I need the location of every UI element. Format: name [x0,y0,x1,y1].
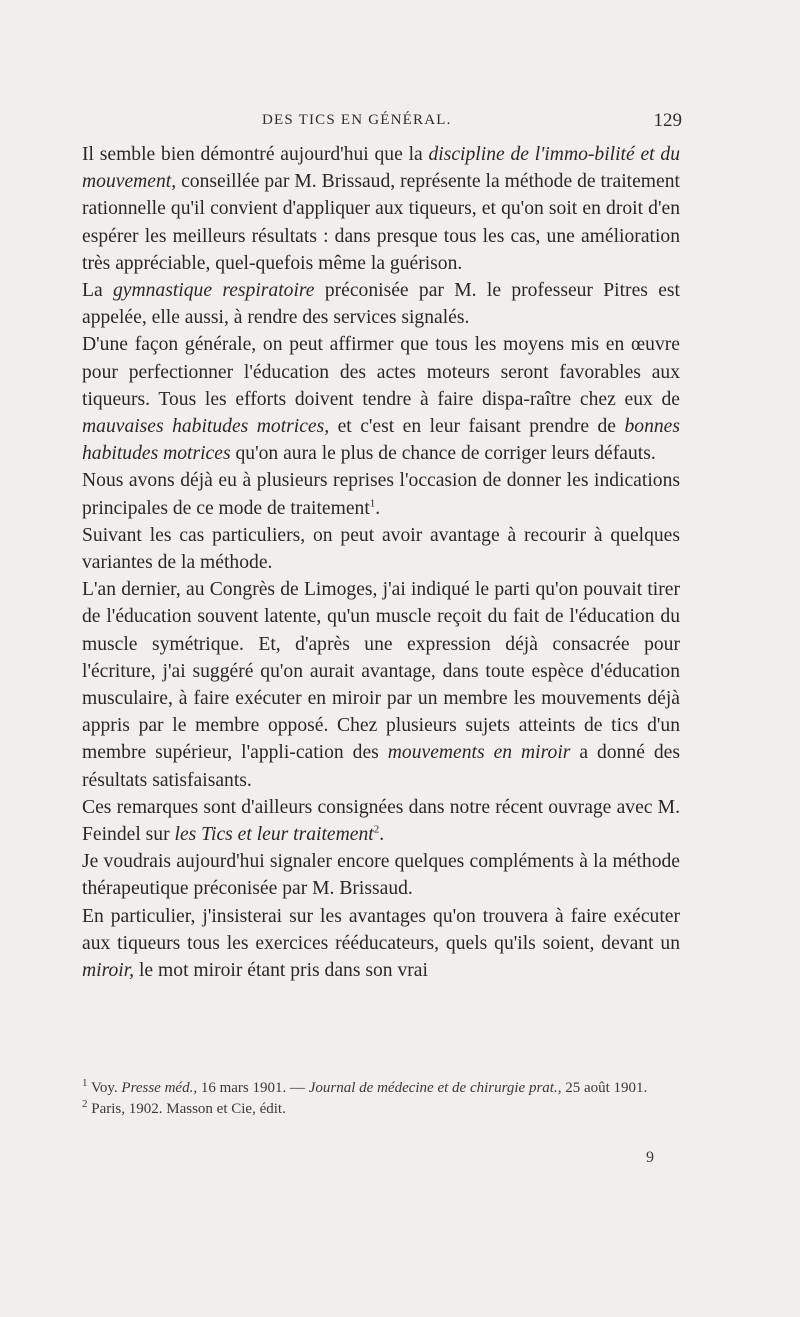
footnote-ref-1: 1 [369,497,376,510]
signature-mark: 9 [646,1149,654,1166]
text-run: le mot miroir étant pris dans son vrai [134,960,428,982]
italic-run: mouvements en miroir [387,742,571,764]
footnote-2 [82,1099,680,1120]
italic-run: les Tics et leur traitement [174,824,374,846]
text-run: Je voudrais aujourd'hui signaler encore quelques compléments à la méthode thérapeutique préconisée par M. Brissaud. [82,851,680,900]
running-title: DES TICS EN GÉNÉRAL. [262,112,452,128]
footnote-1 [82,1078,680,1099]
footnote-number: 1 [82,1077,88,1089]
text-run: qu'on aura le plus de chance de corriger leurs défauts. [230,443,656,465]
text-run: Il semble bien démontré aujourd'hui que la [82,144,429,165]
text-run: conseillée par M. Brissaud, représente la méthode de traitement rationnelle qu'il convient d'appliquer aux tiqueurs, et qu'on soit en droit d'en espérer les meilleurs résultats : dans presque tous les cas, une amélioration très appréciable, quel-quefois même la guérison. [82,171,680,274]
text-run: L'an dernier, au Congrès de Limoges, j'ai indiqué le parti qu'on pouvait tirer de l'éducation souvent latente, qu'un muscle reçoit du fait de l'éducation du muscle symétrique. Et, d'après une expression déjà consacrée pour l'écriture, j'ai suggéré qu'on aurait avantage, dans toute espèce d'éducation musculaire, à faire exécuter en miroir par un membre les mouvements déjà appris par le membre opposé. Chez plusieurs sujets atteints de tics d'un membre supérieur, l'appli-cation des [82,579,680,764]
paragraph-1 [82,141,680,277]
text-run: 16 mars 1901. — [197,1080,309,1096]
text-run: préconisée par M. le professeur Pitres est appelée, elle aussi, à rendre des services signalés. [82,280,680,329]
paragraph-7 [82,794,680,848]
text-run: et c'est en leur faisant prendre de [329,416,625,438]
italic-run: bonnes habitudes motrices [82,416,680,465]
text-run: 25 août 1901. [561,1080,648,1096]
paragraph-5 [82,522,680,576]
text-run: Nous avons déjà eu à plusieurs reprises l'occasion de donner les indications principales de ce mode de traitement [82,470,680,519]
italic-run: Journal de médecine et de chirurgie prat., [308,1080,562,1096]
paragraph-4 [82,467,680,521]
text-run: . [379,824,385,846]
page-header [262,112,682,136]
italic-run: mauvaises habitudes motrices, [82,416,330,438]
paragraph-2 [82,277,680,331]
italic-run: discipline de l'immo-bilité et du mouvement, [82,144,680,193]
footnote-ref-2: 2 [373,823,380,836]
text-run: Suivant les cas particuliers, on peut avoir avantage à recourir à quelques variantes de la méthode. [82,524,680,574]
italic-run: gymnastique respiratoire [112,280,315,302]
footnotes [82,1078,680,1120]
paragraph-9 [82,903,680,985]
text-run: En particulier, j'insisterai sur les avantages qu'on trouvera à faire exécuter aux tiqueurs tous les exercices rééducateurs, quels qu'ils soient, devant un [82,905,680,954]
text-run: . [375,497,381,519]
paragraph-8 [82,848,680,902]
italic-run: Presse méd., [121,1080,198,1096]
footnote-number: 2 [82,1098,88,1110]
text-run: Voy. [87,1080,122,1096]
body-text [82,141,680,984]
page-number: 129 [653,110,682,131]
text-run: Paris, 1902. Masson et Cie, édit. [87,1101,286,1117]
paragraph-6 [82,576,680,794]
italic-run: miroir, [82,960,135,982]
text-run: La [82,280,113,302]
text-run: a donné des résultats satisfaisants. [82,742,680,791]
paragraph-3 [82,331,680,467]
text-run: D'une façon générale, on peut affirmer que tous les moyens mis en œuvre pour perfectionner l'éducation des actes moteurs seront favorables aux tiqueurs. Tous les efforts doivent tendre à faire dispa-raître chez eux de [82,334,680,410]
text-run: Ces remarques sont d'ailleurs consignées dans notre récent ouvrage avec M. Feindel sur [82,796,680,846]
